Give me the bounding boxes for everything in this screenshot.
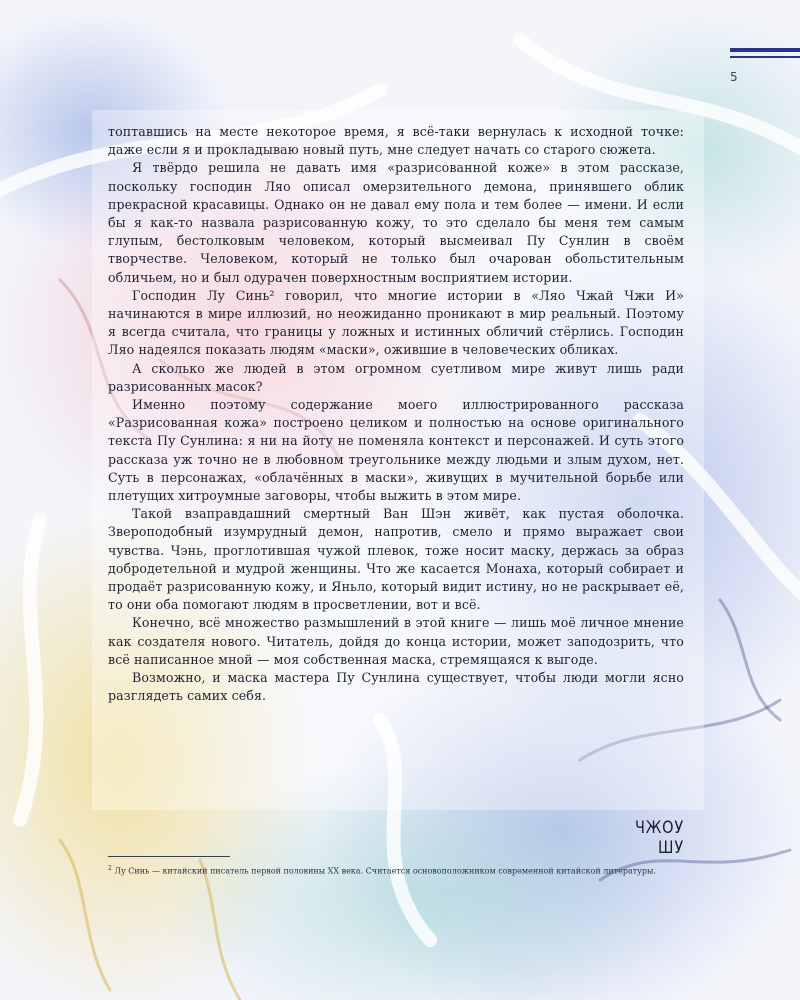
paragraph: Я твёрдо решила не давать имя «разрисованной коже» в этом рассказе, поскольку господин Ляо описал омерзительного демона, принявшего облик прекрасной красавицы. Однако он не давал ему пола и тем более — имени. И если бы я как-то назвала разрисованную кожу, то это сделало бы меня тем самым глупым, бестолковым человеком, который высмеивал Пу Сунлин в своём творчестве. Человеком, который не только был очарован обольстительным обличьем, но и был одурачен поверхностным восприятием истории. — [108, 160, 684, 285]
page-number: 5 — [730, 70, 738, 84]
header-rule — [730, 48, 800, 52]
paragraph: А сколько же людей в этом огромном суетливом мире живут лишь ради разрисованных масок? — [108, 360, 684, 394]
footnote — [108, 862, 684, 878]
footnote-divider — [108, 856, 230, 857]
paragraph: Такой взаправдашний смертный Ван Шэн живёт, как пустая оболочка. Звероподобный изумрудный демон, напротив, смело и прямо выражает свои чувства. Чэнь, проглотившая чужой плевок, тоже носит маску, держась за образ добродетельной и мудрой женщины. Что же касается Монаха, который собирает и продаёт разрисованную кожу, и Яньло, который видит истину, но не раскрывает её, то они оба помогают людям в просветлении, вот и всё. — [108, 506, 684, 613]
header-rule-thin — [730, 56, 800, 58]
body-text — [108, 123, 684, 706]
footnote-text: Лу Синь — китайский писатель первой половины XX века. Считается основоположником современной китайской литературы. — [114, 866, 656, 876]
paragraph: Именно поэтому содержание моего иллюстрированного рассказа «Разрисованная кожа» построено целиком и полностью на основе оригинального текста Пу Сунлина: я ни на йоту не поменяла контекст и персонажей. И суть этого рассказа уж точно не в любовном треугольнике между людьми и злым духом, нет. Суть в персонажах, «облачённых в маски», живущих в мучительной борьбе или плетущих хитроумные заговоры, чтобы выжить в этом мире. — [108, 397, 684, 504]
paragraph: Конечно, всё множество размышлений в этой книге — лишь моё личное мнение как создателя нового. Читатель, дойдя до конца истории, может заподозрить, что всё написанное мной — моя собственная маска, стремящаяся к выгоде. — [108, 615, 684, 667]
author-signature: ЧЖОУ ШУ — [634, 818, 684, 858]
paragraph: топтавшись на месте некоторое время, я всё-таки вернулась к исходной точке: даже если я и прокладываю новый путь, мне следует начать со старого сюжета. — [108, 124, 684, 158]
paragraph: Возможно, и маска мастера Пу Сунлина существует, чтобы люди могли ясно разглядеть самих себя. — [108, 670, 684, 704]
footnote-marker: 2 — [108, 865, 112, 872]
paragraph: Господин Лу Синь² говорил, что многие истории в «Ляо Чжай Чжи И» начинаются в мире иллюзий, но неожиданно проникают в мир реальный. Поэтому я всегда считала, что границы у ложных и истинных обличий стёрлись. Господин Ляо надеялся показать людям «маски», ожившие в человеческих обликах. — [108, 287, 684, 358]
